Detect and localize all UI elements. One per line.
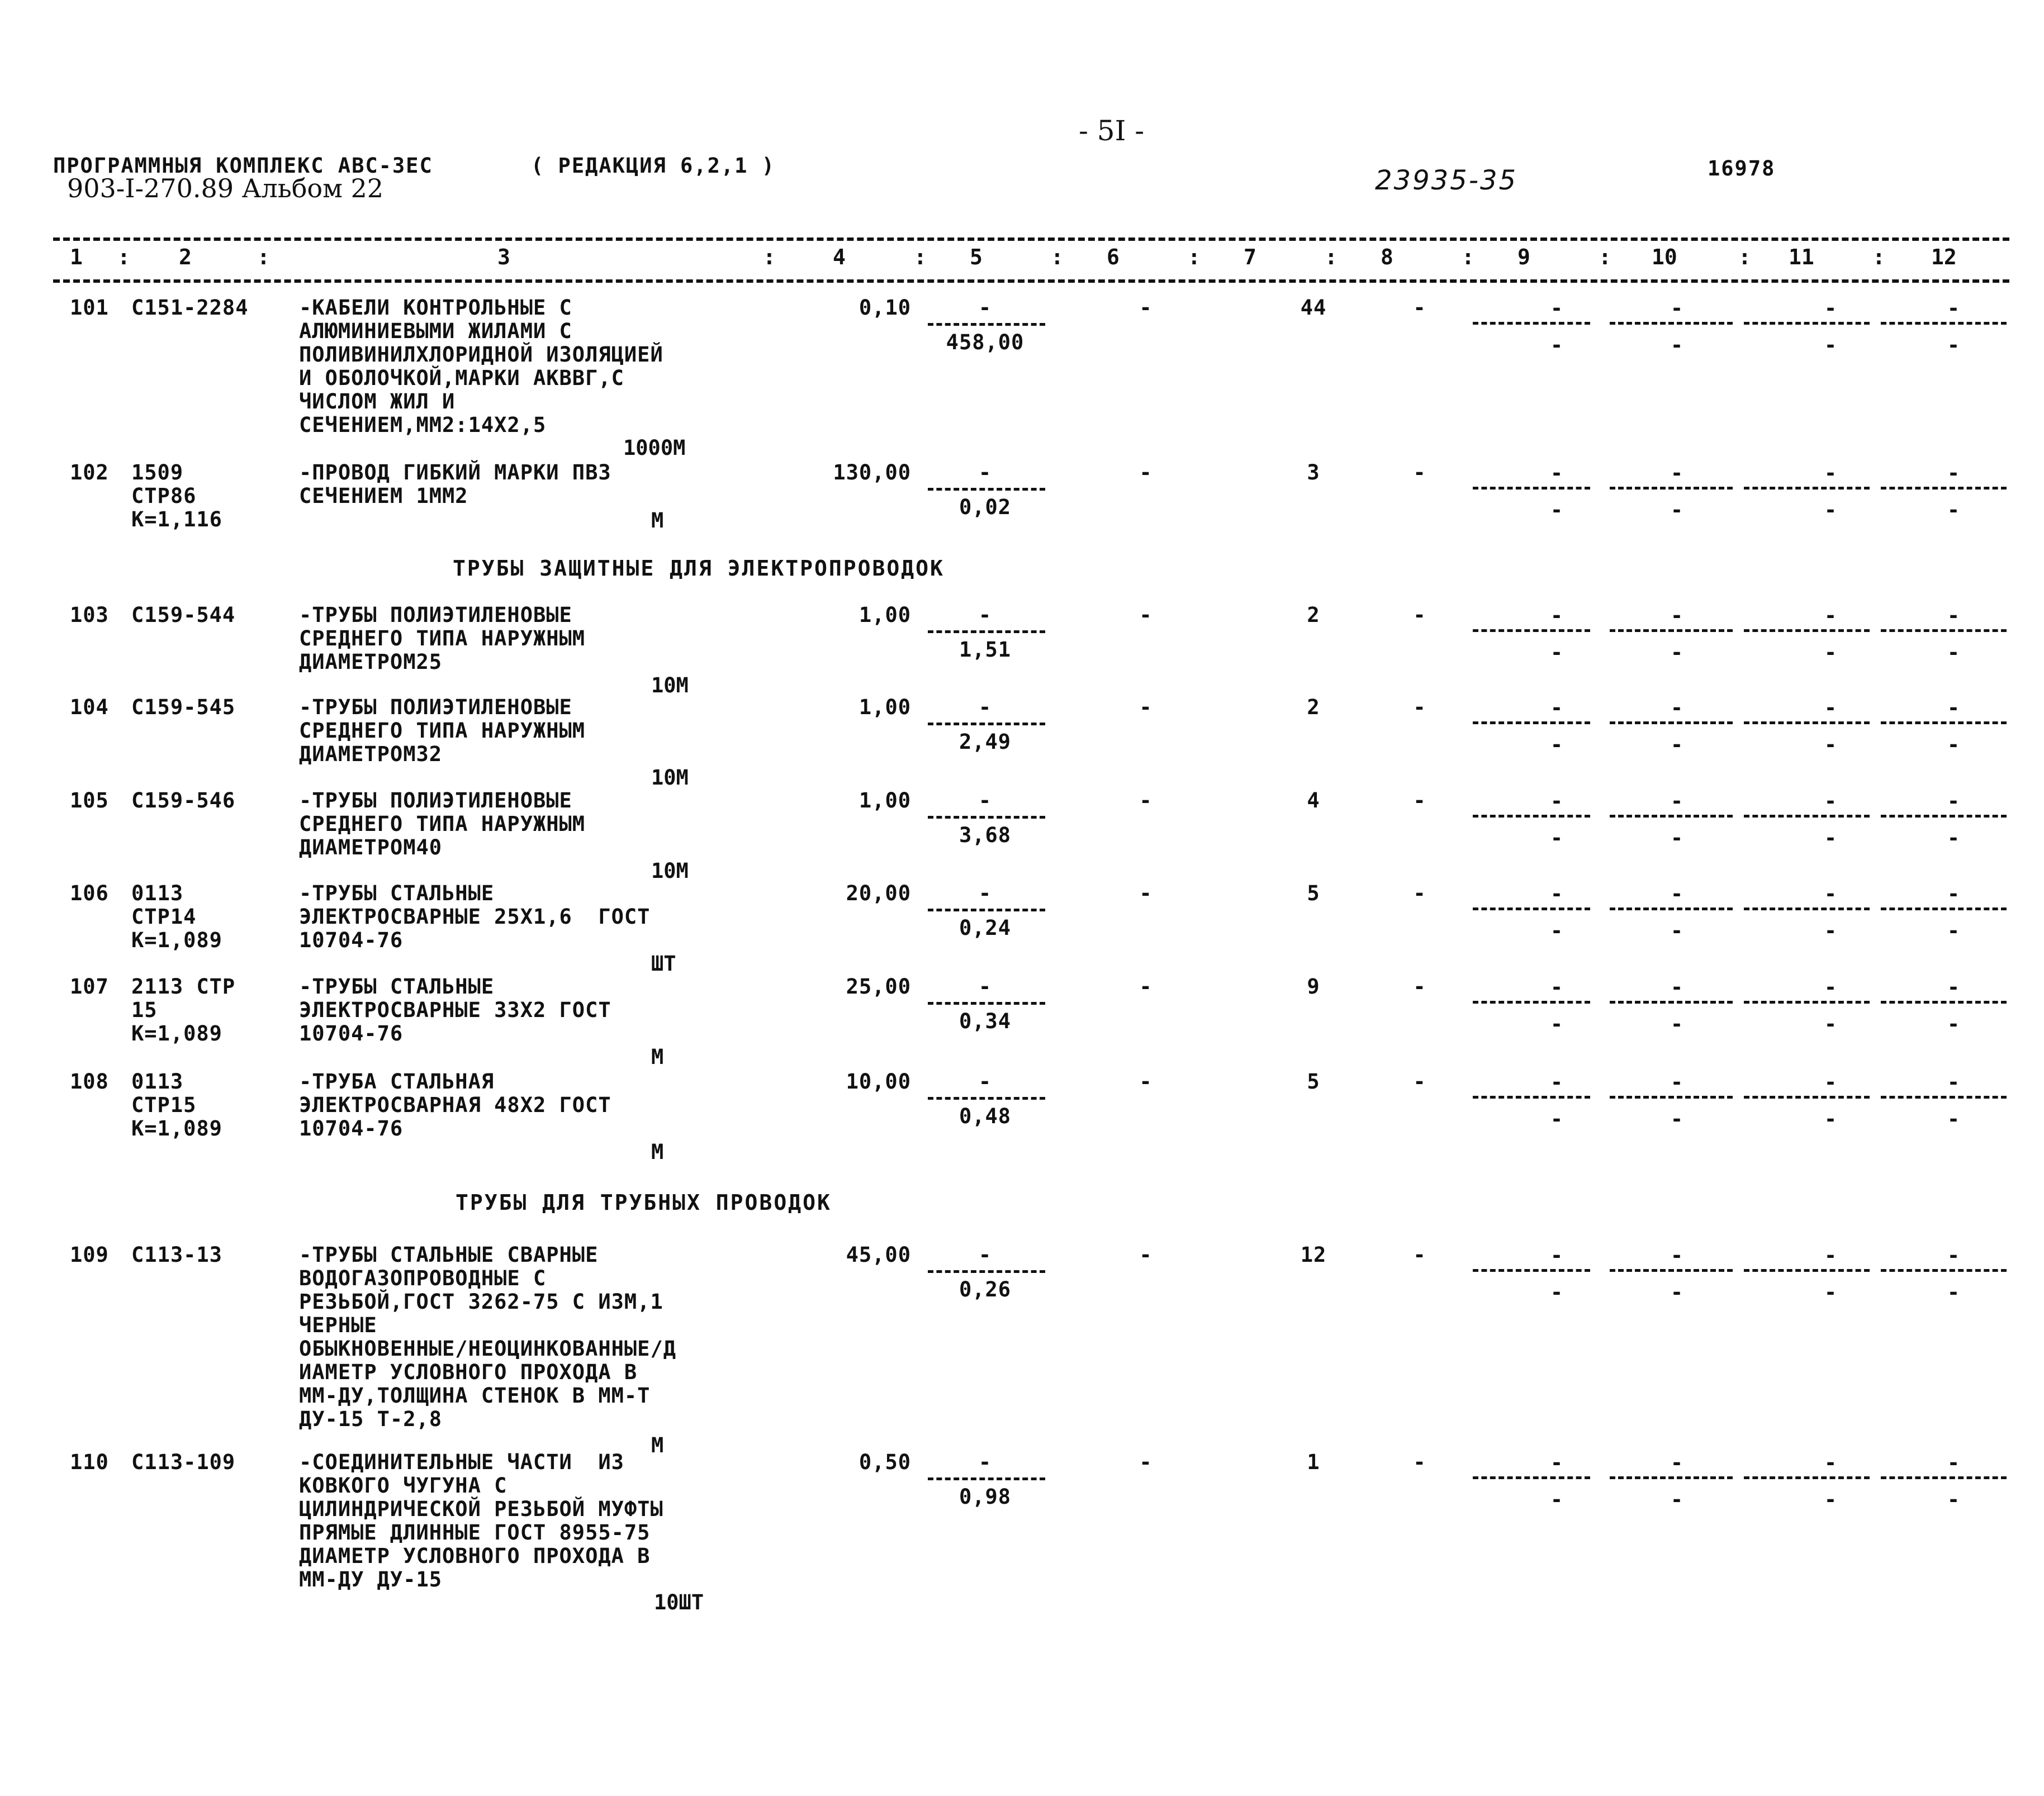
row-number: 101: [70, 296, 109, 320]
row-unit: М: [651, 1433, 664, 1457]
row-c9-top: -: [1550, 1243, 1563, 1267]
row-c11-bottom: -: [1824, 919, 1837, 943]
fraction-bar: [1881, 1476, 2007, 1479]
fraction-bar: [1610, 907, 1733, 910]
fraction-bar: [1881, 322, 2007, 325]
row-quantity: 25,00: [846, 975, 911, 999]
fraction-bar: [1610, 1269, 1733, 1272]
row-c9-top: -: [1550, 789, 1563, 813]
row-c12-top: -: [1947, 461, 1960, 485]
row-description: -ТРУБЫ СТАЛЬНЫЕ ЭЛЕКТРОСВАРНЫЕ 33Х2 ГОСТ 10704-76: [299, 975, 611, 1046]
row-c12-bottom: -: [1947, 1012, 1960, 1036]
fraction-bar: [1744, 907, 1870, 910]
fraction-bar: [928, 909, 1045, 911]
column-separator: :: [914, 245, 927, 269]
row-unit: 10ШТ: [654, 1590, 704, 1614]
row-col7: 12: [1300, 1243, 1327, 1267]
fraction-bar: [1744, 487, 1870, 490]
row-col6: -: [1139, 788, 1153, 813]
row-c9-top: -: [1550, 882, 1563, 906]
row-code: C159-546: [131, 788, 236, 813]
row-code: C151-2284: [131, 296, 249, 320]
row-c9-top: -: [1550, 975, 1563, 999]
row-number: 103: [70, 603, 109, 627]
row-col8: -: [1413, 460, 1426, 484]
row-c10-bottom: -: [1670, 1280, 1683, 1304]
row-col8: -: [1413, 1450, 1426, 1474]
row-c12-top: -: [1947, 696, 1960, 720]
row-c9-top: -: [1550, 696, 1563, 720]
row-c11-top: -: [1824, 1070, 1837, 1094]
row-c9-bottom: -: [1550, 733, 1563, 757]
column-separator: :: [1872, 245, 1885, 269]
row-c12-top: -: [1947, 296, 1960, 320]
column-header-1: 1: [70, 245, 83, 269]
row-c9-top: -: [1550, 461, 1563, 485]
row-c11-bottom: -: [1824, 1107, 1837, 1131]
row-c12-bottom: -: [1947, 826, 1960, 850]
row-c10-bottom: -: [1670, 733, 1683, 757]
row-c11-bottom: -: [1824, 333, 1837, 357]
row-col6: -: [1139, 603, 1153, 627]
row-c11-bottom: -: [1824, 1280, 1837, 1304]
row-col5-top: -: [978, 695, 992, 719]
row-col6: -: [1139, 296, 1153, 320]
column-separator: :: [763, 245, 776, 269]
row-c12-top: -: [1947, 1451, 1960, 1475]
row-c10-bottom: -: [1670, 1107, 1683, 1131]
row-c11-top: -: [1824, 789, 1837, 813]
row-unit: 1000М: [623, 436, 686, 460]
row-c11-top: -: [1824, 461, 1837, 485]
fraction-bar: [1610, 721, 1733, 724]
row-c10-top: -: [1670, 1451, 1683, 1475]
row-number: 106: [70, 881, 109, 905]
row-col5-bottom: 0,98: [959, 1485, 1012, 1509]
program-title: ПРОГРАММНЫЯ КОМПЛЕКС АВС-3ЕС: [53, 154, 433, 178]
fraction-bar: [1473, 487, 1590, 490]
row-c10-bottom: -: [1670, 333, 1683, 357]
row-c11-top: -: [1824, 604, 1837, 628]
column-separator: :: [257, 245, 270, 269]
row-col6: -: [1139, 1070, 1153, 1094]
row-c11-top: -: [1824, 975, 1837, 999]
row-c11-bottom: -: [1824, 733, 1837, 757]
column-header-10: 10: [1652, 245, 1677, 269]
row-col7: 44: [1300, 296, 1327, 320]
row-col6: -: [1139, 1243, 1153, 1267]
row-c10-top: -: [1670, 1070, 1683, 1094]
row-c10-bottom: -: [1670, 640, 1683, 664]
row-quantity: 20,00: [846, 881, 911, 905]
row-c9-bottom: -: [1550, 333, 1563, 357]
row-col7: 3: [1307, 460, 1320, 484]
row-col5-top: -: [978, 603, 992, 627]
row-code: 0113 СТР15 К=1,089: [131, 1070, 222, 1141]
fraction-bar: [1881, 1269, 2007, 1272]
row-code: C113-109: [131, 1450, 236, 1474]
column-header-11: 11: [1789, 245, 1814, 269]
fraction-bar: [1610, 629, 1733, 632]
row-col8: -: [1413, 296, 1426, 320]
column-header-8: 8: [1381, 245, 1393, 269]
row-c9-bottom: -: [1550, 1107, 1563, 1131]
fraction-bar: [928, 1097, 1045, 1100]
fraction-bar: [1610, 1001, 1733, 1004]
row-number: 105: [70, 788, 109, 813]
row-c12-top: -: [1947, 789, 1960, 813]
fraction-bar: [1610, 487, 1733, 490]
row-c9-bottom: -: [1550, 498, 1563, 522]
row-c10-top: -: [1670, 696, 1683, 720]
row-c11-top: -: [1824, 882, 1837, 906]
row-col5-top: -: [978, 1450, 992, 1474]
row-col5-top: -: [978, 296, 992, 320]
row-c9-bottom: -: [1550, 640, 1563, 664]
row-c9-top: -: [1550, 604, 1563, 628]
fraction-bar: [928, 723, 1045, 725]
row-col6: -: [1139, 695, 1153, 719]
row-col7: 5: [1307, 1070, 1320, 1094]
row-c12-bottom: -: [1947, 640, 1960, 664]
column-header-5: 5: [970, 245, 983, 269]
row-code: 1509 СТР86 К=1,116: [131, 460, 222, 531]
fraction-bar: [1473, 322, 1590, 325]
fraction-bar: [1473, 1476, 1590, 1479]
row-c12-top: -: [1947, 882, 1960, 906]
row-col7: 9: [1307, 975, 1320, 999]
row-number: 104: [70, 695, 109, 719]
fraction-bar: [1610, 1096, 1733, 1099]
row-unit: М: [651, 1140, 664, 1164]
column-header-3: 3: [497, 245, 510, 269]
row-c10-top: -: [1670, 461, 1683, 485]
fraction-bar: [1473, 1001, 1590, 1004]
row-unit: 10М: [651, 859, 689, 883]
row-description: -СОЕДИНИТЕЛЬНЫЕ ЧАСТИ ИЗ КОВКОГО ЧУГУНА С ЦИЛИНДРИЧЕСКОЙ РЕЗЬБОЙ МУФТЫ ПРЯМЫЕ ДЛИННЫЕ ГОСТ 8955-75 ДИАМЕТР УСЛОВНОГО ПРОХОДА В ММ-ДУ ДУ-15: [299, 1450, 663, 1591]
row-unit: ШТ: [651, 952, 676, 976]
row-col6: -: [1139, 881, 1153, 905]
row-col7: 2: [1307, 603, 1320, 627]
row-c11-bottom: -: [1824, 1012, 1837, 1036]
row-number: 107: [70, 975, 109, 999]
row-c12-bottom: -: [1947, 733, 1960, 757]
column-header-2: 2: [179, 245, 192, 269]
row-code: C159-545: [131, 695, 236, 719]
fraction-bar: [1473, 1096, 1590, 1099]
row-unit: М: [651, 1045, 664, 1069]
row-c10-top: -: [1670, 296, 1683, 320]
column-separator: :: [1462, 245, 1474, 269]
row-code: 0113 СТР14 К=1,089: [131, 881, 222, 952]
row-code: C113-13: [131, 1243, 222, 1267]
row-c10-top: -: [1670, 604, 1683, 628]
row-col5-bottom: 0,24: [959, 916, 1012, 940]
row-col5-top: -: [978, 975, 992, 999]
row-col5-bottom: 458,00: [946, 330, 1025, 354]
row-c10-bottom: -: [1670, 498, 1683, 522]
row-col5-bottom: 3,68: [959, 823, 1012, 847]
fraction-bar: [1881, 629, 2007, 632]
row-unit: 10М: [651, 766, 689, 790]
column-separator: :: [1188, 245, 1201, 269]
row-c9-bottom: -: [1550, 919, 1563, 943]
fraction-bar: [1473, 907, 1590, 910]
page-number: - 5I -: [1079, 115, 1145, 147]
row-col5-bottom: 1,51: [959, 638, 1012, 662]
column-header-9: 9: [1517, 245, 1530, 269]
fraction-bar: [1610, 815, 1733, 818]
row-quantity: 130,00: [833, 460, 911, 484]
row-col5-bottom: 0,34: [959, 1009, 1012, 1033]
fraction-bar: [928, 323, 1045, 326]
fraction-bar: [1473, 1269, 1590, 1272]
row-number: 102: [70, 460, 109, 484]
row-col8: -: [1413, 788, 1426, 813]
fraction-bar: [1744, 815, 1870, 818]
row-c10-top: -: [1670, 789, 1683, 813]
row-c11-bottom: -: [1824, 640, 1837, 664]
fraction-bar: [1881, 907, 2007, 910]
row-c10-top: -: [1670, 1243, 1683, 1267]
fraction-bar: [1744, 721, 1870, 724]
row-c9-top: -: [1550, 1070, 1563, 1094]
handwritten-code: 23935-35: [1375, 165, 1518, 196]
fraction-bar: [1610, 1476, 1733, 1479]
row-c11-bottom: -: [1824, 1488, 1837, 1512]
row-c12-bottom: -: [1947, 498, 1960, 522]
row-c12-top: -: [1947, 604, 1960, 628]
row-description: -КАБЕЛИ КОНТРОЛЬНЫЕ С АЛЮМИНИЕВЫМИ ЖИЛАМИ С ПОЛИВИНИЛХЛОРИДНОЙ ИЗОЛЯЦИЕЙ И ОБОЛОЧКОЙ,МАРКИ АКВВГ,С ЧИСЛОМ ЖИЛ И СЕЧЕНИЕМ,ММ2:14Х2,5: [299, 296, 663, 437]
row-c11-bottom: -: [1824, 826, 1837, 850]
row-col6: -: [1139, 975, 1153, 999]
row-c10-bottom: -: [1670, 1488, 1683, 1512]
row-col7: 4: [1307, 788, 1320, 813]
row-col5-top: -: [978, 788, 992, 813]
row-quantity: 1,00: [859, 695, 911, 719]
row-c12-top: -: [1947, 1070, 1960, 1094]
row-col8: -: [1413, 695, 1426, 719]
row-col5-top: -: [978, 881, 992, 905]
row-code: 2113 СТР 15 К=1,089: [131, 975, 236, 1046]
column-header-4: 4: [833, 245, 846, 269]
row-quantity: 10,00: [846, 1070, 911, 1094]
fraction-bar: [928, 1002, 1045, 1005]
fraction-bar: [1473, 721, 1590, 724]
row-number: 110: [70, 1450, 109, 1474]
fraction-bar: [1473, 815, 1590, 818]
row-col6: -: [1139, 1450, 1153, 1474]
row-c12-bottom: -: [1947, 1488, 1960, 1512]
fraction-bar: [1881, 721, 2007, 724]
fraction-bar: [928, 1477, 1045, 1480]
row-c11-top: -: [1824, 1243, 1837, 1267]
row-quantity: 0,50: [859, 1450, 911, 1474]
column-header-7: 7: [1244, 245, 1256, 269]
row-col7: 1: [1307, 1450, 1320, 1474]
row-c9-bottom: -: [1550, 1012, 1563, 1036]
fraction-bar: [1744, 1269, 1870, 1272]
row-quantity: 1,00: [859, 603, 911, 627]
section-title-protective-pipes: ТРУБЫ ЗАЩИТНЫЕ ДЛЯ ЭЛЕКТРОПРОВОДОК: [453, 556, 945, 581]
column-header-12: 12: [1931, 245, 1957, 269]
row-c12-bottom: -: [1947, 919, 1960, 943]
row-description: -ТРУБЫ СТАЛЬНЫЕ ЭЛЕКТРОСВАРНЫЕ 25Х1,6 ГОСТ 10704-76: [299, 881, 651, 952]
column-separator: :: [117, 245, 130, 269]
fraction-bar: [1881, 1001, 2007, 1004]
row-quantity: 0,10: [859, 296, 911, 320]
row-code: C159-544: [131, 603, 236, 627]
row-c12-top: -: [1947, 975, 1960, 999]
edition-label: ( РЕДАКЦИЯ 6,2,1 ): [531, 154, 775, 178]
row-c12-top: -: [1947, 1243, 1960, 1267]
row-c9-bottom: -: [1550, 826, 1563, 850]
row-c9-top: -: [1550, 296, 1563, 320]
fraction-bar: [1881, 487, 2007, 490]
row-col8: -: [1413, 1070, 1426, 1094]
row-col5-bottom: 0,26: [959, 1277, 1012, 1301]
fraction-bar: [1610, 322, 1733, 325]
fraction-bar: [1744, 322, 1870, 325]
fraction-bar: [1881, 815, 2007, 818]
row-quantity: 1,00: [859, 788, 911, 813]
row-col6: -: [1139, 460, 1153, 484]
row-quantity: 45,00: [846, 1243, 911, 1267]
fraction-bar: [1473, 629, 1590, 632]
fraction-bar: [1881, 1096, 2007, 1099]
fraction-bar: [928, 816, 1045, 819]
column-separator: :: [1599, 245, 1611, 269]
document-number: 16978: [1708, 156, 1776, 180]
row-c10-bottom: -: [1670, 919, 1683, 943]
row-c10-top: -: [1670, 975, 1683, 999]
row-col8: -: [1413, 881, 1426, 905]
row-c12-bottom: -: [1947, 333, 1960, 357]
row-number: 109: [70, 1243, 109, 1267]
row-col7: 2: [1307, 695, 1320, 719]
row-c9-top: -: [1550, 1451, 1563, 1475]
row-c10-top: -: [1670, 882, 1683, 906]
album-label: 903-I-270.89 Альбом 22: [67, 173, 384, 203]
fraction-bar: [1744, 1001, 1870, 1004]
row-description: -ТРУБЫ ПОЛИЭТИЛЕНОВЫЕ СРЕДНЕГО ТИПА НАРУЖНЫМ ДИАМЕТРОМ32: [299, 695, 586, 766]
column-header-6: 6: [1107, 245, 1120, 269]
row-c10-bottom: -: [1670, 1012, 1683, 1036]
section-title-conduit-pipes: ТРУБЫ ДЛЯ ТРУБНЫХ ПРОВОДОК: [456, 1190, 832, 1215]
row-c11-top: -: [1824, 296, 1837, 320]
row-unit: М: [651, 509, 664, 533]
row-description: -ТРУБА СТАЛЬНАЯ ЭЛЕКТРОСВАРНАЯ 48Х2 ГОСТ 10704-76: [299, 1070, 611, 1141]
row-col5-bottom: 0,48: [959, 1104, 1012, 1128]
column-separator: :: [1325, 245, 1338, 269]
fraction-bar: [1744, 1096, 1870, 1099]
table-header-rule: [53, 279, 2009, 283]
row-col8: -: [1413, 603, 1426, 627]
row-c11-top: -: [1824, 696, 1837, 720]
row-c11-top: -: [1824, 1451, 1837, 1475]
row-number: 108: [70, 1070, 109, 1094]
row-c9-bottom: -: [1550, 1488, 1563, 1512]
row-col5-bottom: 2,49: [959, 730, 1012, 754]
column-separator: :: [1051, 245, 1064, 269]
row-c12-bottom: -: [1947, 1107, 1960, 1131]
row-description: -ТРУБЫ ПОЛИЭТИЛЕНОВЫЕ СРЕДНЕГО ТИПА НАРУЖНЫМ ДИАМЕТРОМ40: [299, 788, 586, 859]
fraction-bar: [928, 1270, 1045, 1273]
row-description: -ТРУБЫ СТАЛЬНЫЕ СВАРНЫЕ ВОДОГАЗОПРОВОДНЫЕ С РЕЗЬБОЙ,ГОСТ 3262-75 С ИЗМ,1 ЧЕРНЫЕ ОБЫКНОВЕННЫЕ/НЕОЦИНКОВАННЫЕ/Д ИАМЕТР УСЛОВНОГО ПРОХОДА В ММ-ДУ,ТОЛЩИНА СТЕНОК В ММ-Т ДУ-15 Т-2,8: [299, 1243, 677, 1431]
row-c12-bottom: -: [1947, 1280, 1960, 1304]
fraction-bar: [1744, 1476, 1870, 1479]
row-description: -ПРОВОД ГИБКИЙ МАРКИ ПВЗ СЕЧЕНИЕМ 1ММ2: [299, 460, 611, 508]
row-description: -ТРУБЫ ПОЛИЭТИЛЕНОВЫЕ СРЕДНЕГО ТИПА НАРУЖНЫМ ДИАМЕТРОМ25: [299, 603, 586, 674]
row-col5-top: -: [978, 460, 992, 484]
row-c9-bottom: -: [1550, 1280, 1563, 1304]
row-c11-bottom: -: [1824, 498, 1837, 522]
row-col8: -: [1413, 1243, 1426, 1267]
row-unit: 10М: [651, 673, 689, 697]
row-col7: 5: [1307, 881, 1320, 905]
row-col5-bottom: 0,02: [959, 495, 1012, 519]
row-col5-top: -: [978, 1070, 992, 1094]
row-col5-top: -: [978, 1243, 992, 1267]
row-col8: -: [1413, 975, 1426, 999]
table-top-rule: [53, 237, 2009, 241]
fraction-bar: [1744, 629, 1870, 632]
fraction-bar: [928, 630, 1045, 633]
column-separator: :: [1738, 245, 1751, 269]
fraction-bar: [928, 488, 1045, 491]
row-c10-bottom: -: [1670, 826, 1683, 850]
